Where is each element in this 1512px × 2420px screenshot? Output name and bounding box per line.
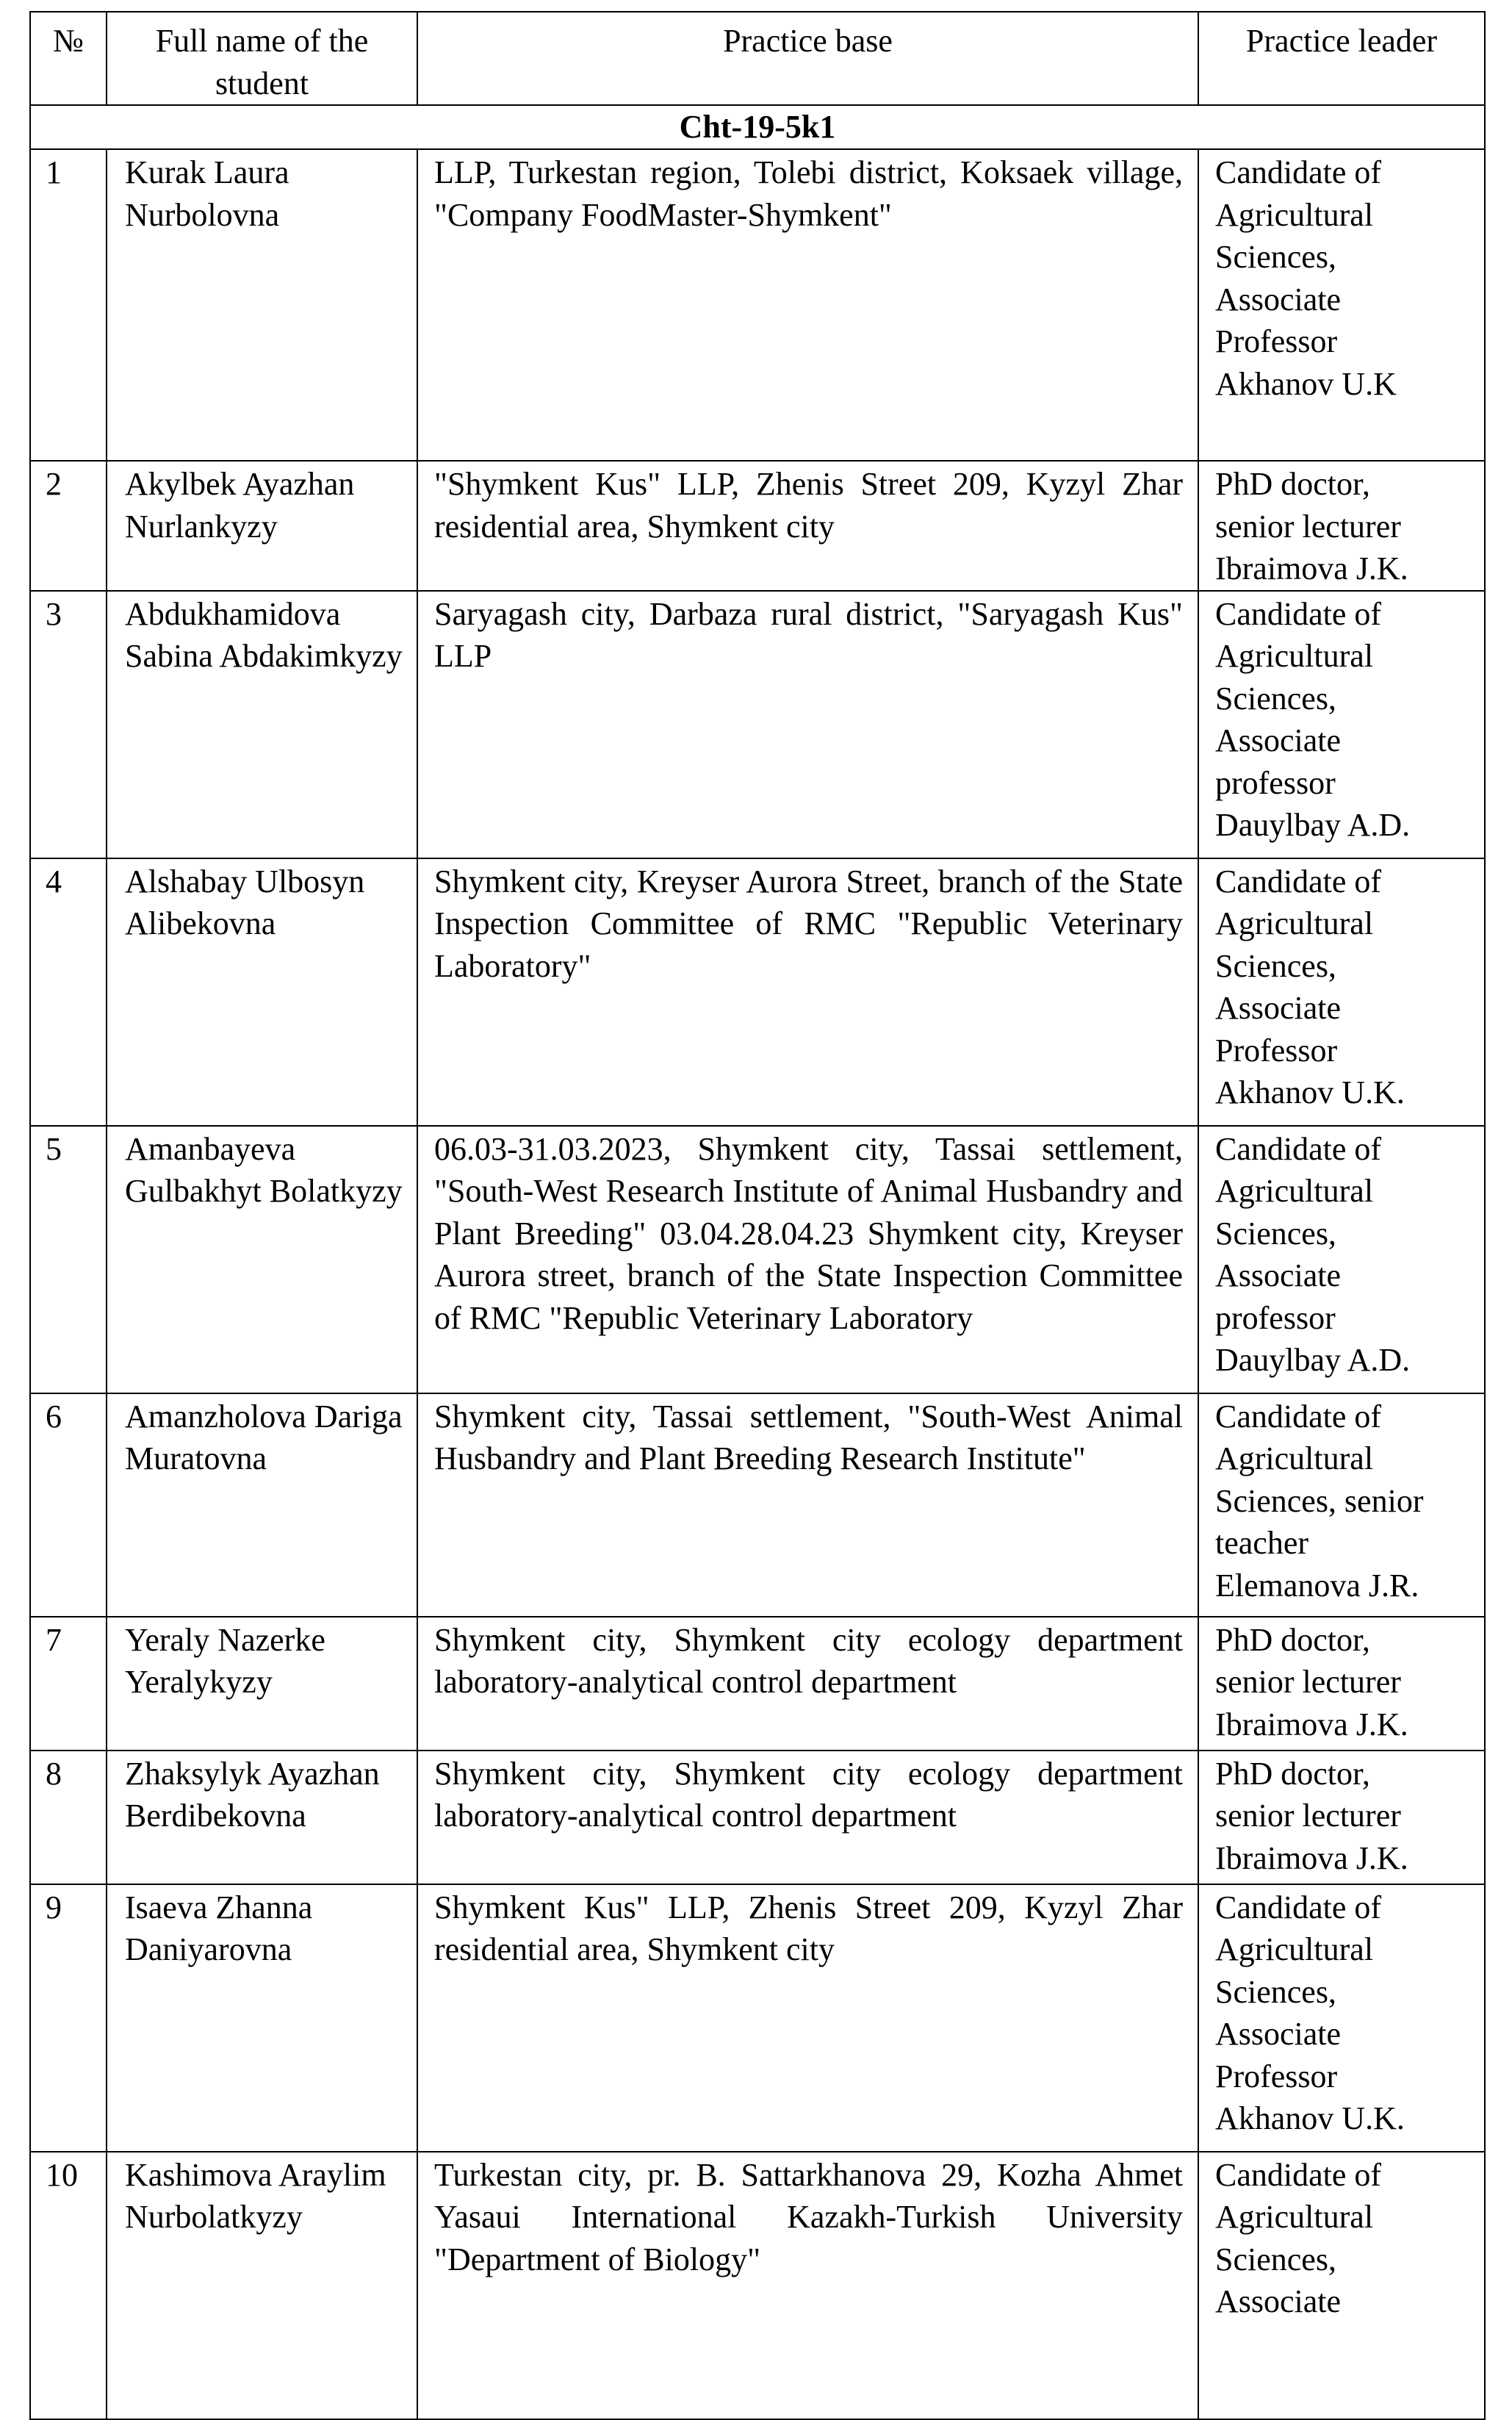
leader-line: Sciences, bbox=[1215, 239, 1336, 275]
leader-line: PhD doctor, bbox=[1215, 1755, 1370, 1792]
row-number: 1 bbox=[30, 149, 107, 461]
practice-base: Saryagash city, Darbaza rural district, "Saryagash Kus" LLP bbox=[417, 591, 1198, 858]
row-number: 7 bbox=[30, 1617, 107, 1751]
table-body bbox=[30, 105, 1485, 2419]
practice-leader bbox=[1198, 1751, 1485, 1884]
header-leader: Practice leader bbox=[1198, 12, 1485, 105]
leader-line: professor bbox=[1215, 1299, 1336, 1336]
leader-line: Candidate of bbox=[1215, 2156, 1382, 2193]
table-header bbox=[30, 12, 1485, 105]
leader-line: Sciences, bbox=[1215, 1215, 1336, 1252]
leader-line: Associate bbox=[1215, 1257, 1342, 1293]
leader-line: Candidate of bbox=[1215, 1398, 1382, 1435]
table-row bbox=[30, 1393, 1485, 1617]
practice-base: Shymkent city, Tassai settlement, "South-West Animal Husbandry and Plant Breeding Research Institute" bbox=[417, 1393, 1198, 1617]
practice-leader bbox=[1198, 1884, 1485, 2152]
leader-line: Professor bbox=[1215, 2058, 1338, 2094]
student-name: Zhaksylyk Ayazhan Berdibekovna bbox=[107, 1751, 417, 1884]
leader-line: Akhanov U.K bbox=[1215, 365, 1397, 402]
leader-line: Sciences, bbox=[1215, 1973, 1336, 2010]
leader-line: Agricultural bbox=[1215, 905, 1374, 941]
leader-line: Candidate of bbox=[1215, 595, 1382, 632]
leader-line: Agricultural bbox=[1215, 638, 1374, 674]
practice-base: Shymkent city, Kreyser Aurora Street, branch of the State Inspection Committee of RMC "Republic Veterinary Laboratory" bbox=[417, 858, 1198, 1126]
leader-line: Dauylbay A.D. bbox=[1215, 807, 1411, 843]
practice-leader bbox=[1198, 149, 1485, 461]
table-row bbox=[30, 1126, 1485, 1393]
leader-line: senior lecturer bbox=[1215, 1798, 1401, 1834]
practice-base: 06.03-31.03.2023, Shymkent city, Tassai settlement, "South-West Research Institute of Animal Husbandry and Plant Breeding" 03.04.28.04.23 Shymkent city, Kreyser Aurora street, branch of the State Inspection Committee of RMC "Republic Veterinary Laboratory bbox=[417, 1126, 1198, 1393]
student-name: Kashimova Araylim Nurbolatkyzy bbox=[107, 2152, 417, 2419]
leader-line: Akhanov U.K. bbox=[1215, 2100, 1405, 2136]
leader-line: Agricultural bbox=[1215, 1173, 1374, 1209]
header-base: Practice base bbox=[417, 12, 1198, 105]
leader-line: Sciences, senior bbox=[1215, 1482, 1424, 1519]
leader-line: PhD doctor, bbox=[1215, 1621, 1370, 1658]
practice-base: LLP, Turkestan region, Tolebi district, Koksaek village, "Company FoodMaster-Shymkent" bbox=[417, 149, 1198, 461]
header-name: Full name of the student bbox=[107, 12, 417, 105]
practice-leader bbox=[1198, 461, 1485, 591]
table-row bbox=[30, 1884, 1485, 2152]
practice-leader bbox=[1198, 2152, 1485, 2419]
student-name: Alshabay Ulbosyn Alibekovna bbox=[107, 858, 417, 1126]
leader-line: Professor bbox=[1215, 323, 1338, 359]
leader-line: Candidate of bbox=[1215, 863, 1382, 900]
practice-base: Turkestan city, pr. B. Sattarkhanova 29, Kozha Ahmet Yasaui International Kazakh-Turkish University "Department of Biology" bbox=[417, 2152, 1198, 2419]
row-number: 4 bbox=[30, 858, 107, 1126]
practice-leader bbox=[1198, 1126, 1485, 1393]
student-name: Yeraly Nazerke Yeralykyzy bbox=[107, 1617, 417, 1751]
row-number: 5 bbox=[30, 1126, 107, 1393]
table-row bbox=[30, 2152, 1485, 2419]
leader-line: Akhanov U.K. bbox=[1215, 1074, 1405, 1110]
student-name: Amanzholova Dariga Muratovna bbox=[107, 1393, 417, 1617]
row-number: 9 bbox=[30, 1884, 107, 2152]
row-number: 10 bbox=[30, 2152, 107, 2419]
leader-line: Ibraimova J.K. bbox=[1215, 1839, 1408, 1876]
practice-leader bbox=[1198, 591, 1485, 858]
leader-line: senior lecturer bbox=[1215, 508, 1401, 545]
practice-table bbox=[29, 11, 1486, 2420]
leader-line: Associate bbox=[1215, 990, 1342, 1026]
row-number: 6 bbox=[30, 1393, 107, 1617]
table-row bbox=[30, 149, 1485, 461]
leader-line: Sciences, bbox=[1215, 680, 1336, 717]
leader-line: PhD doctor, bbox=[1215, 466, 1370, 502]
table-row bbox=[30, 858, 1485, 1126]
leader-line: Sciences, bbox=[1215, 947, 1336, 984]
row-number: 8 bbox=[30, 1751, 107, 1884]
practice-leader bbox=[1198, 1393, 1485, 1617]
leader-line: Elemanova J.R. bbox=[1215, 1567, 1419, 1604]
table-row bbox=[30, 461, 1485, 591]
header-num: № bbox=[30, 12, 107, 105]
practice-leader bbox=[1198, 1617, 1485, 1751]
group-row bbox=[30, 105, 1485, 149]
leader-line: Candidate of bbox=[1215, 154, 1382, 190]
practice-base: "Shymkent Kus" LLP, Zhenis Street 209, Kyzyl Zhar residential area, Shymkent city bbox=[417, 461, 1198, 591]
leader-line: Associate bbox=[1215, 281, 1342, 317]
practice-base: Shymkent city, Shymkent city ecology department laboratory-analytical control department bbox=[417, 1751, 1198, 1884]
leader-line: Agricultural bbox=[1215, 1440, 1374, 1476]
leader-line: Associate bbox=[1215, 2283, 1342, 2319]
leader-line: Agricultural bbox=[1215, 2199, 1374, 2235]
row-number: 3 bbox=[30, 591, 107, 858]
row-number: 2 bbox=[30, 461, 107, 591]
leader-line: teacher bbox=[1215, 1525, 1308, 1561]
leader-line: Candidate of bbox=[1215, 1889, 1382, 1925]
student-name: Isaeva Zhanna Daniyarovna bbox=[107, 1884, 417, 2152]
group-label: Cht-19-5k1 bbox=[30, 105, 1485, 149]
student-name: Amanbayeva Gulbakhyt Bolatkyzy bbox=[107, 1126, 417, 1393]
table-row bbox=[30, 1617, 1485, 1751]
practice-base: Shymkent Kus" LLP, Zhenis Street 209, Kyzyl Zhar residential area, Shymkent city bbox=[417, 1884, 1198, 2152]
leader-line: Dauylbay A.D. bbox=[1215, 1342, 1411, 1378]
practice-base: Shymkent city, Shymkent city ecology department laboratory-analytical control department bbox=[417, 1617, 1198, 1751]
leader-line: Ibraimova J.K. bbox=[1215, 1706, 1408, 1742]
leader-line: Associate bbox=[1215, 2016, 1342, 2052]
leader-line: Associate bbox=[1215, 722, 1342, 758]
student-name: Kurak Laura Nurbolovna bbox=[107, 149, 417, 461]
leader-line: Sciences, bbox=[1215, 2241, 1336, 2277]
leader-line: professor bbox=[1215, 764, 1336, 801]
leader-line: Ibraimova J.K. bbox=[1215, 550, 1408, 586]
leader-line: Agricultural bbox=[1215, 1931, 1374, 1967]
leader-line: Professor bbox=[1215, 1032, 1338, 1069]
student-name: Akylbek Ayazhan Nurlankyzy bbox=[107, 461, 417, 591]
leader-line: Candidate of bbox=[1215, 1130, 1382, 1167]
practice-leader bbox=[1198, 858, 1485, 1126]
table-row bbox=[30, 591, 1485, 858]
table-row bbox=[30, 1751, 1485, 1884]
leader-line: Agricultural bbox=[1215, 196, 1374, 233]
student-name: Abdukhamidova Sabina Abdakimkyzy bbox=[107, 591, 417, 858]
leader-line: senior lecturer bbox=[1215, 1664, 1401, 1700]
